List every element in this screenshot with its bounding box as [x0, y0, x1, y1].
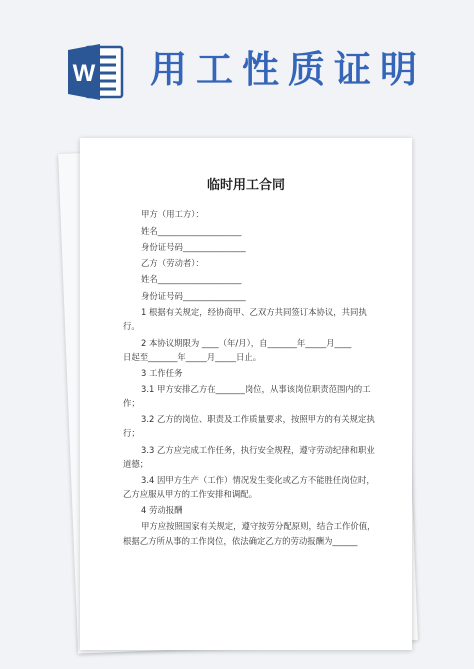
party-a-id: 身份证号码_______________: [141, 242, 246, 252]
clause-3-4-line-2: 乙方应服从甲方的工作安排和调配。: [123, 489, 257, 499]
banner: [0, 0, 474, 112]
clause-3-heading: 3 工作任务: [141, 368, 183, 378]
banner-title: 用工性质证明: [150, 48, 426, 91]
clause-3-4-line-1: 3.4 因甲方生产（工作）情况发生变化或乙方不能胜任岗位时，: [141, 475, 375, 485]
clause-1-line-2: 行。: [123, 321, 140, 331]
clause-3-3-line-2: 道德；: [123, 459, 149, 469]
party-a-name: 姓名____________________: [141, 226, 242, 236]
clause-2-line-2: 日起至_______年_____月_____日止。: [123, 352, 262, 362]
clause-3-1-line-1: 3.1 甲方安排乙方在_______岗位，从事该岗位职责范围内的工: [141, 384, 371, 394]
clause-2-line-1: 2 本协议期限为 ____（年/月），自_______年_____月____: [141, 338, 352, 348]
clause-4-line-2: 根据乙方所从事的工作岗位，依法确定乙方的劳动报酬为______: [123, 536, 358, 546]
party-b-name: 姓名____________________: [141, 274, 242, 284]
document-title: 临时用工合同: [206, 178, 285, 193]
clause-4-line-1: 甲方应按照国家有关规定，遵守按劳分配原则，结合工作价值，: [141, 521, 376, 531]
party-a-label: 甲方（用工方）：: [141, 209, 204, 219]
clause-4-heading: 4 劳动报酬: [141, 505, 183, 515]
clause-1-line-1: 1 根据有关规定，经协商甲、乙双方共同签订本协议，共同执: [141, 307, 367, 317]
party-b-label: 乙方（劳动者）：: [141, 258, 204, 268]
clause-3-3-line-1: 3.3 乙方应完成工作任务，执行安全规程，遵守劳动纪律和职业: [141, 445, 375, 455]
clause-3-2-line-1: 3.2 乙方的岗位、职责及工作质量要求，按照甲方的有关规定执: [141, 414, 375, 424]
word-icon-letter: W: [72, 60, 96, 87]
word-icon: [66, 41, 124, 103]
party-b-id: 身份证号码_______________: [141, 291, 246, 301]
document-page: [80, 138, 412, 650]
clause-3-2-line-2: 行；: [123, 428, 140, 438]
clause-3-1-line-2: 作；: [123, 398, 140, 408]
